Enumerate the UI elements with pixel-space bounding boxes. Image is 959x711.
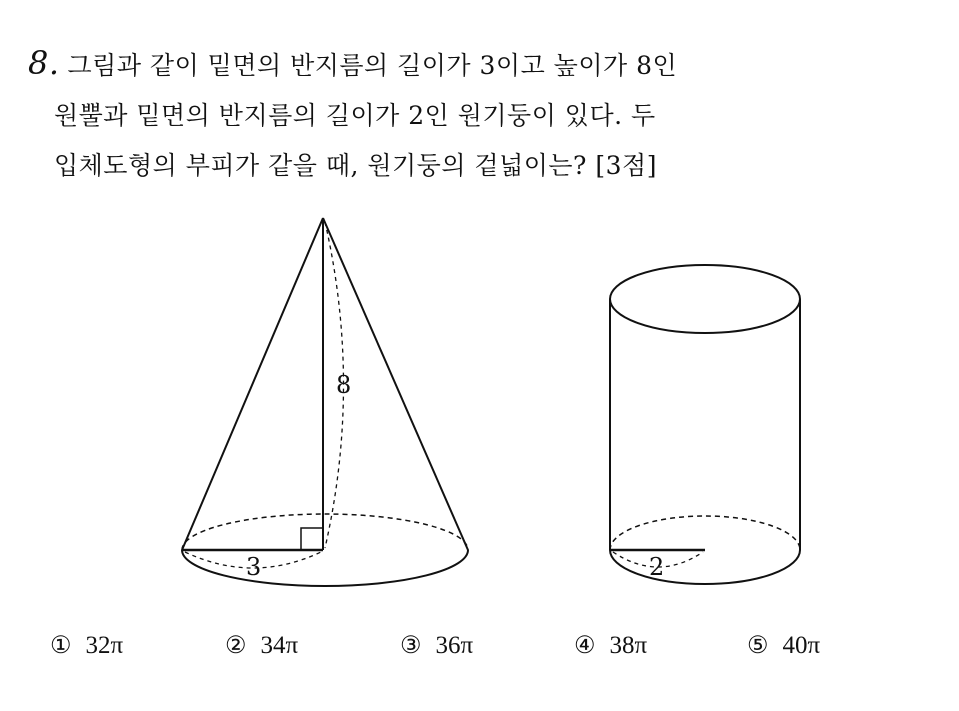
choice-1-value: 32π bbox=[85, 632, 124, 659]
choice-5[interactable] bbox=[747, 625, 820, 666]
choice-1-mark: ① bbox=[50, 631, 72, 659]
choice-2-mark: ② bbox=[225, 631, 247, 659]
choice-5-value: 40π bbox=[782, 632, 821, 659]
problem-line-2: 원뿔과 밑면의 반지름의 길이가 2인 원기둥이 있다. 두 bbox=[54, 101, 656, 130]
choice-3[interactable] bbox=[400, 625, 473, 666]
cylinder-base-back bbox=[610, 516, 800, 550]
choice-3-mark: ③ bbox=[400, 631, 422, 659]
cylinder-radius-label: 2 bbox=[649, 553, 665, 581]
choice-4[interactable] bbox=[574, 625, 647, 666]
choice-2[interactable] bbox=[225, 625, 298, 666]
choice-1[interactable] bbox=[50, 625, 123, 666]
problem-line-3: 입체도형의 부피가 같을 때, 원기둥의 겉넓이는? [3점] bbox=[54, 151, 657, 180]
cylinder-base-front bbox=[610, 550, 800, 584]
choice-2-value: 34π bbox=[260, 632, 299, 659]
choice-5-mark: ⑤ bbox=[747, 631, 769, 659]
cone-height-label: 8 bbox=[336, 371, 352, 399]
cone-radius-label: 3 bbox=[246, 553, 262, 581]
answer-choices bbox=[50, 625, 930, 665]
question-number: 8. bbox=[28, 44, 60, 82]
cone-figure bbox=[182, 218, 468, 586]
cone-base-front bbox=[182, 550, 468, 586]
cone-left-side bbox=[182, 218, 323, 550]
cylinder-top bbox=[610, 265, 800, 333]
cone-base-back bbox=[182, 514, 468, 550]
choice-4-value: 38π bbox=[609, 632, 648, 659]
problem-text-1: 그림과 같이 밑면의 반지름의 길이가 3이고 높이가 8인 bbox=[67, 51, 678, 80]
choice-3-value: 36π bbox=[435, 632, 474, 659]
choice-4-mark: ④ bbox=[574, 631, 596, 659]
right-angle-marker bbox=[301, 528, 323, 550]
cylinder-figure bbox=[610, 265, 800, 584]
